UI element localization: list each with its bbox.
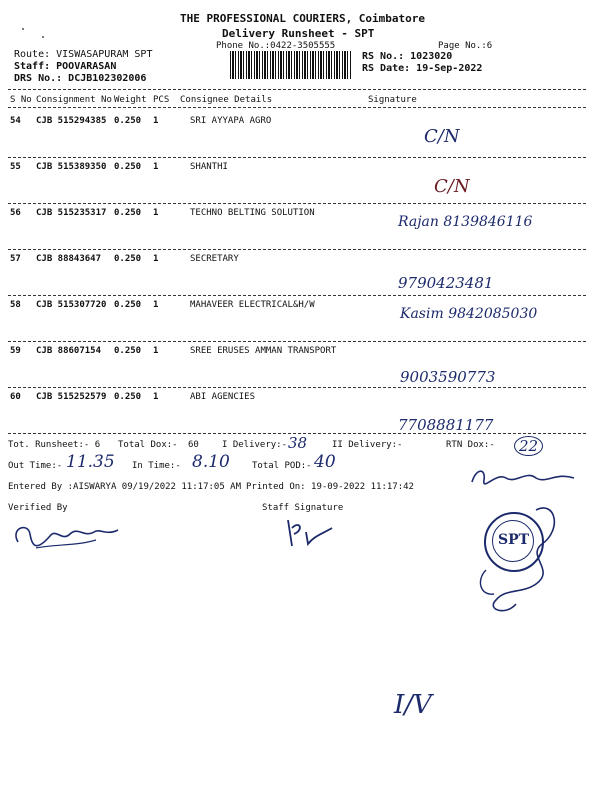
printed-on: Printed On: 19-09-2022 11:17:42	[246, 482, 414, 492]
row-consignee: SHANTHI	[190, 162, 228, 172]
entered-by: Entered By :AISWARYA 09/19/2022 11:17:05 AM	[8, 482, 241, 492]
row-weight: 0.250	[114, 346, 142, 356]
col-consignment: Consignment No	[36, 95, 112, 105]
spt-stamp: SPT	[484, 512, 544, 572]
divider	[8, 249, 586, 250]
row-consignment: CJB 515307720	[36, 300, 107, 310]
table-row	[0, 392, 600, 437]
row-consignee: SRI AYYAPA AGRO	[190, 116, 272, 126]
row-weight: 0.250	[114, 254, 142, 264]
col-weight: Weight	[114, 95, 147, 105]
row-signature: 9790423481	[398, 274, 494, 292]
row-pcs: 1	[153, 162, 159, 172]
row-pcs: 1	[153, 392, 159, 402]
bottom-mark: I/V	[394, 690, 432, 720]
row-pcs: 1	[153, 254, 159, 264]
in-time-label: In Time:-	[132, 461, 181, 471]
row-weight: 0.250	[114, 116, 142, 126]
phone-number: Phone No.:0422-3505555	[216, 41, 336, 51]
row-consignment: CJB 515294385	[36, 116, 107, 126]
row-sno: 59	[10, 346, 21, 356]
out-time-label: Out Time:-	[8, 461, 63, 471]
col-sno: S No	[10, 95, 32, 105]
row-signature: C/N	[434, 176, 470, 197]
row-pcs: 1	[153, 208, 159, 218]
rtn-dox-value: 22	[514, 436, 543, 456]
barcode	[230, 51, 352, 79]
drs-number: DRS No.: DCJB102302006	[14, 73, 147, 84]
divider	[8, 203, 586, 204]
total-dox-value: 60	[188, 440, 199, 450]
runsheet-subtitle: Delivery Runsheet - SPT	[222, 27, 375, 40]
row-signature: Kasim 9842085030	[400, 306, 538, 322]
row-pcs: 1	[153, 116, 159, 126]
row-sno: 56	[10, 208, 21, 218]
row-consignee: SREE ERUSES AMMAN TRANSPORT	[190, 346, 337, 356]
row-signature: Rajan 8139846116	[398, 214, 533, 230]
divider	[8, 107, 586, 108]
page-number: Page No.:6	[438, 41, 493, 51]
in-time-value: 8.10	[192, 452, 230, 472]
i-delivery-value: 38	[288, 434, 308, 452]
verified-by-label: Verified By	[8, 503, 68, 513]
table-row	[0, 346, 600, 391]
table-row	[0, 254, 600, 299]
company-title: THE PROFESSIONAL COURIERS, Coimbatore	[180, 12, 426, 25]
table-row	[0, 116, 600, 161]
row-weight: 0.250	[114, 162, 142, 172]
row-pcs: 1	[153, 300, 159, 310]
verified-signature	[6, 508, 136, 558]
table-row	[0, 162, 600, 207]
row-consignment: CJB 88843647	[36, 254, 102, 264]
row-sno: 60	[10, 392, 21, 402]
total-pod-label: Total POD:-	[252, 461, 312, 471]
row-sno: 54	[10, 116, 21, 126]
divider	[8, 89, 586, 90]
row-consignee: MAHAVEER ELECTRICAL&H/W	[190, 300, 315, 310]
divider	[8, 157, 586, 158]
row-sno: 57	[10, 254, 21, 264]
row-consignment: CJB 515235317	[36, 208, 107, 218]
rtn-dox-label: RTN Dox:-	[446, 440, 495, 450]
row-signature: 7708881177	[398, 416, 494, 434]
row-sno: 55	[10, 162, 21, 172]
total-dox-label: Total Dox:-	[118, 440, 178, 450]
total-runsheet: Tot. Runsheet:- 6	[8, 440, 101, 450]
divider	[8, 341, 586, 342]
col-signature: Signature	[368, 95, 417, 105]
route-label: Route: VISWASAPURAM SPT	[14, 49, 153, 60]
row-consignee: ABI AGENCIES	[190, 392, 256, 402]
total-pod-value: 40	[314, 452, 336, 472]
row-consignment: CJB 88607154	[36, 346, 102, 356]
table-row	[0, 300, 600, 345]
rs-number: RS No.: 1023020	[362, 51, 453, 62]
row-sno: 58	[10, 300, 21, 310]
row-consignee: SECRETARY	[190, 254, 239, 264]
ii-delivery-label: II Delivery:-	[332, 440, 403, 450]
table-row	[0, 208, 600, 253]
row-consignment: CJB 515252579	[36, 392, 107, 402]
row-signature: 9003590773	[400, 368, 496, 386]
row-weight: 0.250	[114, 300, 142, 310]
i-delivery-label: I Delivery:-	[222, 440, 288, 450]
row-weight: 0.250	[114, 208, 142, 218]
row-signature: C/N	[424, 126, 460, 147]
divider	[8, 295, 586, 296]
row-weight: 0.250	[114, 392, 142, 402]
divider	[8, 387, 586, 388]
row-consignee: TECHNO BELTING SOLUTION	[190, 208, 315, 218]
out-time-value: 11.35	[66, 452, 115, 472]
row-pcs: 1	[153, 346, 159, 356]
stamp-signature	[466, 500, 576, 620]
staff-label: Staff: POOVARASAN	[14, 61, 117, 72]
col-consignee: Consignee Details	[180, 95, 273, 105]
rs-date: RS Date: 19-Sep-2022	[362, 63, 483, 74]
staff-signature-label: Staff Signature	[262, 503, 344, 513]
row-consignment: CJB 515389350	[36, 162, 107, 172]
staff-signature	[282, 514, 342, 554]
receiver-signature	[466, 462, 586, 492]
col-pcs: PCS	[153, 95, 170, 105]
